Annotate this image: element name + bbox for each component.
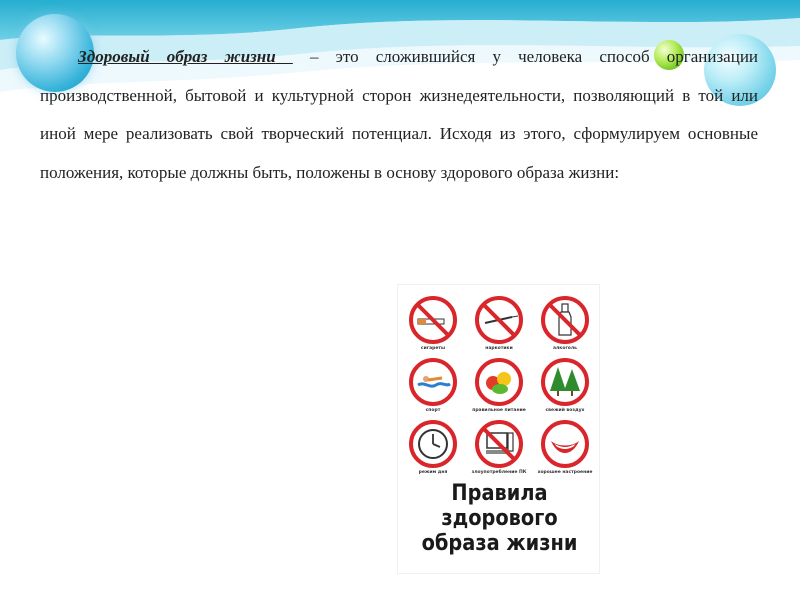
poster-sign-grid xyxy=(398,285,601,475)
sign-alcohol xyxy=(532,295,598,357)
poster-title-line: здорового xyxy=(441,506,558,531)
sign-label: режим дня xyxy=(418,470,448,475)
sign-nutrition xyxy=(466,357,532,419)
sign-drugs xyxy=(466,295,532,357)
sign-label: сигареты xyxy=(420,346,446,351)
definition-paragraph xyxy=(40,38,758,192)
sign-label: спорт xyxy=(425,408,441,413)
fruit-icon xyxy=(474,357,524,407)
poster-title-line: образа жизни xyxy=(421,531,578,556)
sign-label: свежий воздух xyxy=(545,408,585,413)
sign-label: хорошее настроение xyxy=(537,470,593,475)
bottle-icon xyxy=(540,295,590,345)
trees-icon xyxy=(540,357,590,407)
sign-label: злоупотребление ПК xyxy=(471,470,527,475)
term-heading: Здоровый образ жизни xyxy=(78,47,276,66)
sign-label: наркотики xyxy=(485,346,513,351)
definition-text: – это сложившийся у человека способ организации производственной, бытовой и культурной сторон жизнедеятельности, позволяющий в той или иной мере реализовать свой творческий потенциал. Исходя из этого, сформулируем основные положения, которые должны быть, положены в основу здорового образа жизни: xyxy=(40,47,759,182)
sign-daily-routine xyxy=(400,419,466,481)
sign-cigarettes xyxy=(400,295,466,357)
cigarette-icon xyxy=(408,295,458,345)
sign-good-mood xyxy=(532,419,598,481)
sign-fresh-air xyxy=(532,357,598,419)
poster-title xyxy=(410,481,589,556)
smile-icon xyxy=(540,419,590,469)
healthy-lifestyle-poster xyxy=(397,284,600,574)
swimmer-icon xyxy=(408,357,458,407)
sign-sport xyxy=(400,357,466,419)
syringe-icon xyxy=(474,295,524,345)
term-underline-gap xyxy=(276,47,293,66)
clock-icon xyxy=(408,419,458,469)
poster-title-line: Правила xyxy=(451,481,548,506)
sign-label: алкоголь xyxy=(552,346,578,351)
sign-computer-abuse xyxy=(466,419,532,481)
computer-icon xyxy=(474,419,524,469)
sign-label: правильное питание xyxy=(472,408,526,413)
